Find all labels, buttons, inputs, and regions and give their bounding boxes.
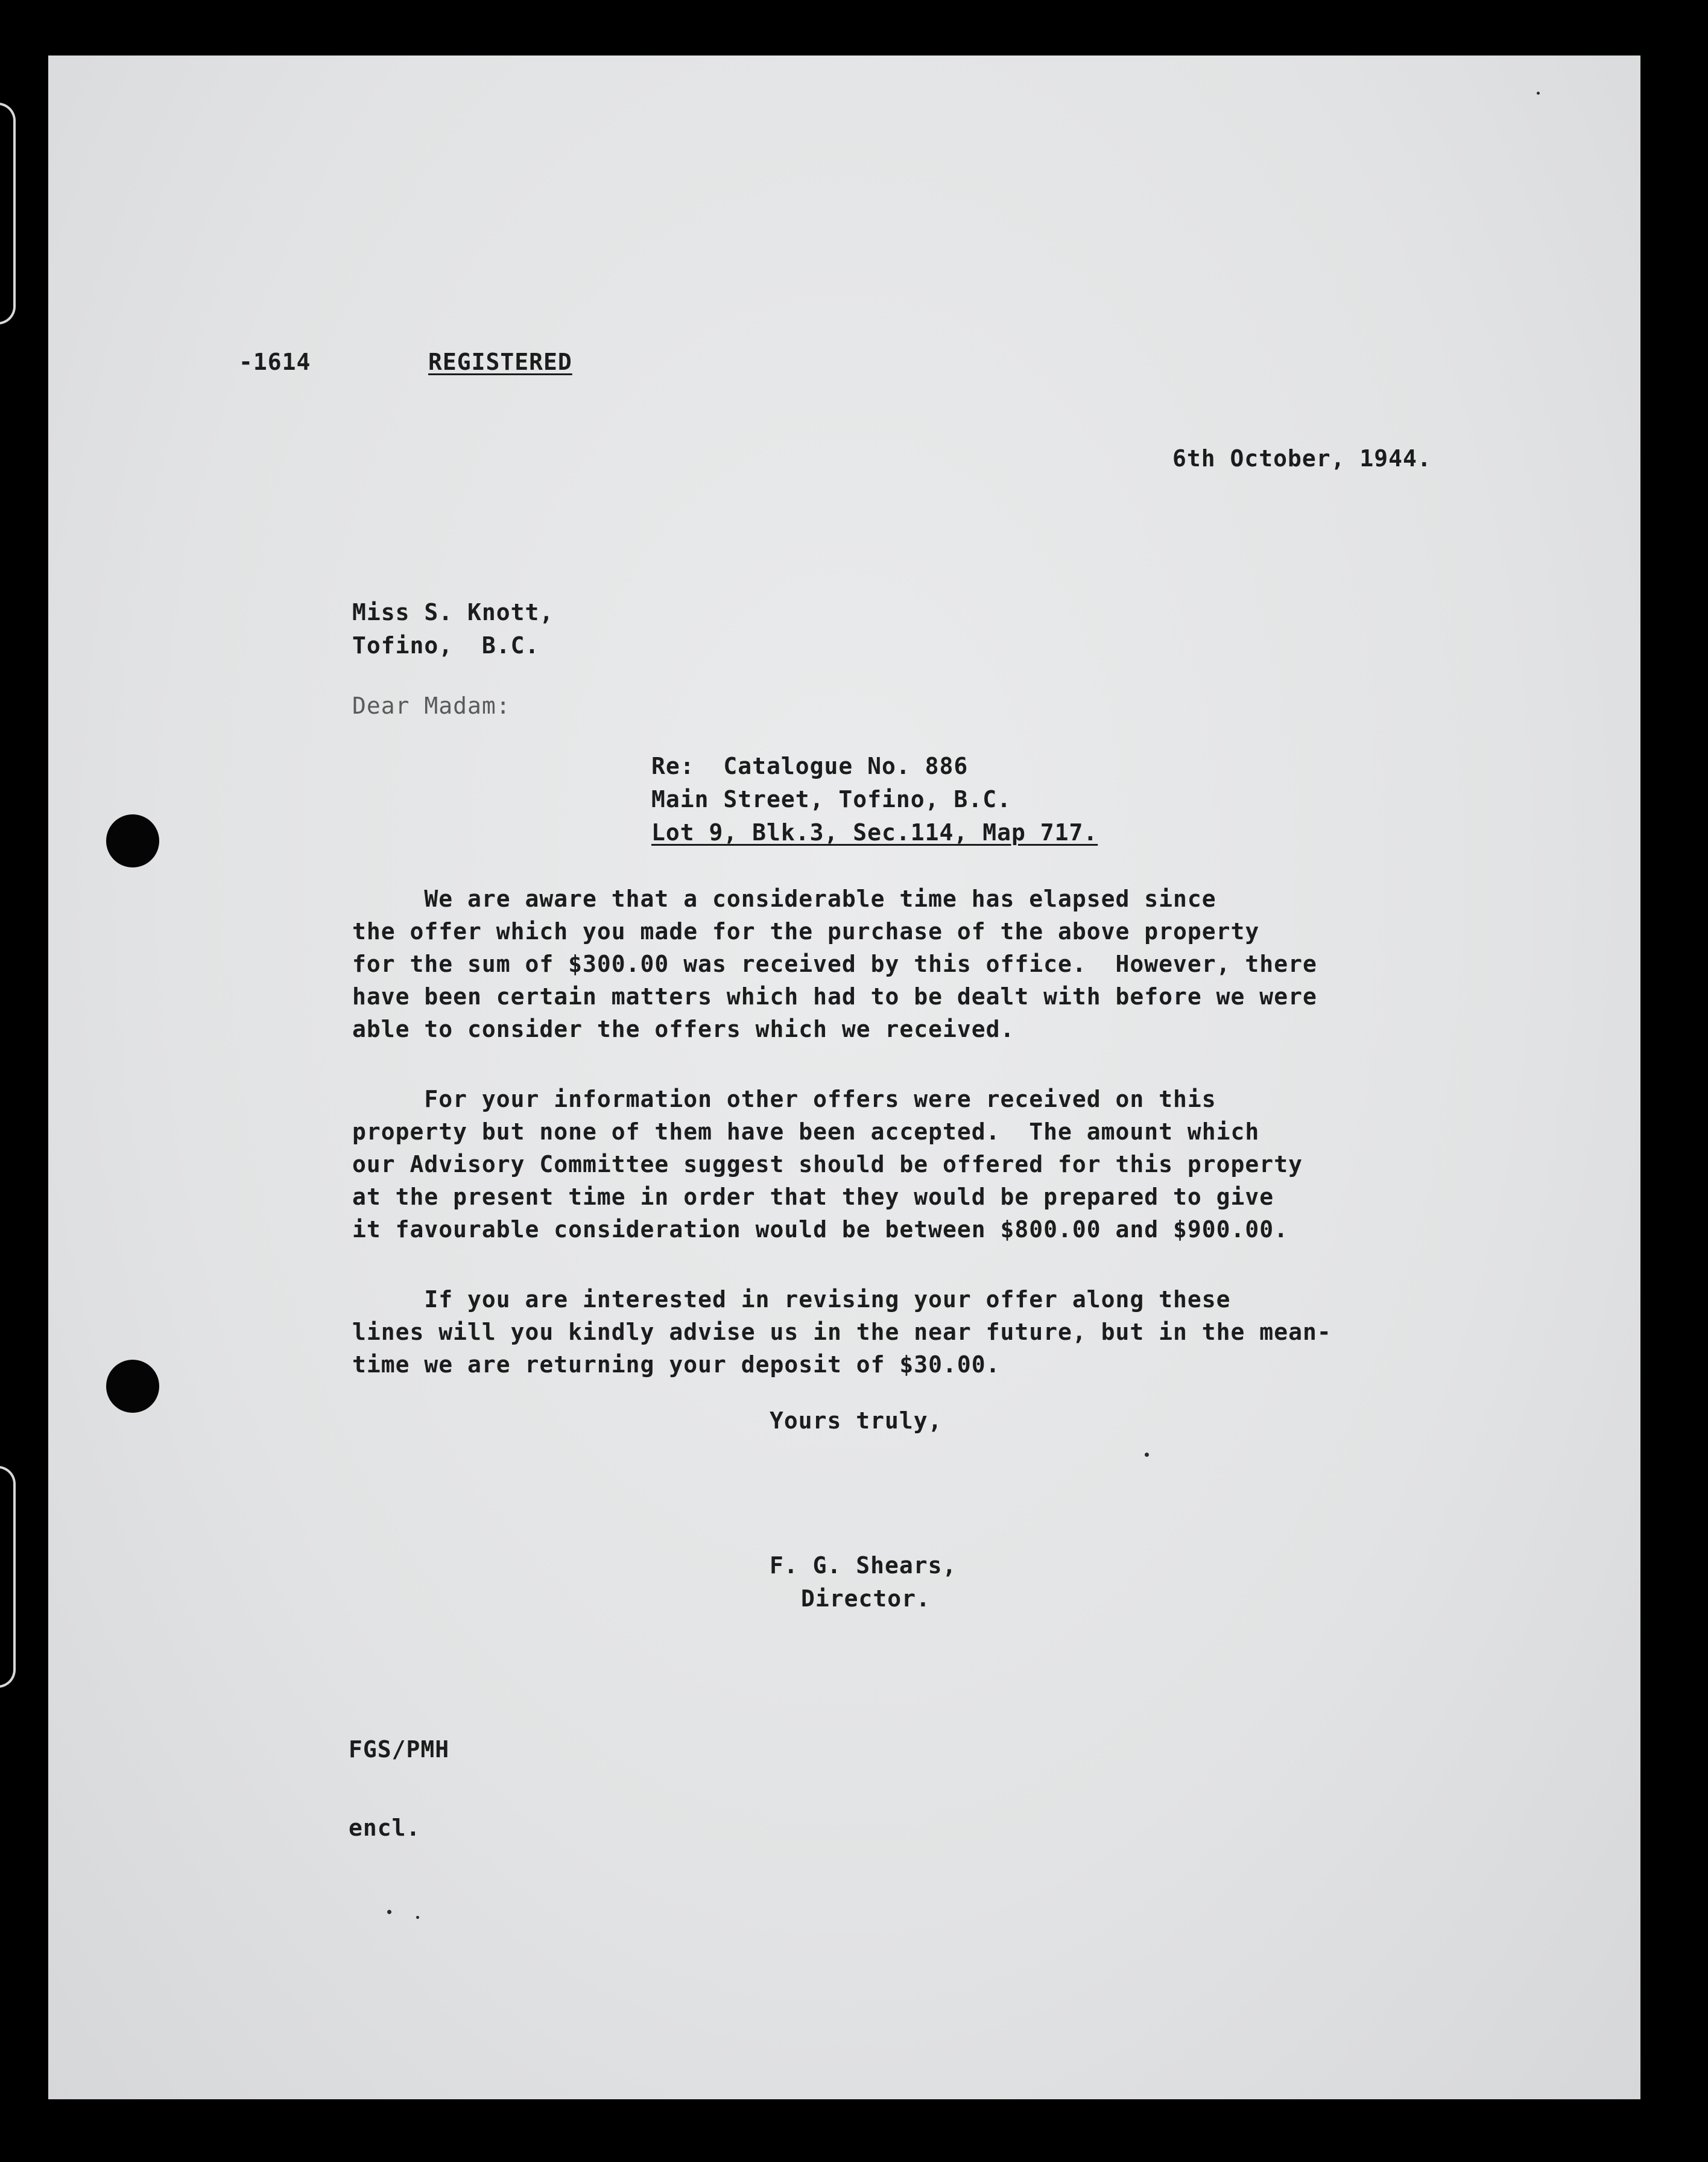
recipient-address: Tofino, B.C. (352, 632, 540, 659)
ink-speck (387, 1910, 391, 1914)
paragraph-2-line-4: at the present time in order that they would be prepared to give (352, 1184, 1274, 1210)
letter-page (48, 55, 1640, 2099)
paragraph-3-line-2: lines will you kindly advise us in the near future, but in the mean- (352, 1319, 1332, 1345)
complimentary-close: Yours truly, (770, 1407, 943, 1434)
paragraph-1-line-1: We are aware that a considerable time has elapsed since (352, 886, 1216, 912)
reference-street: Main Street, Tofino, B.C. (651, 786, 1011, 813)
paragraph-1-line-2: the offer which you made for the purchase of the above property (352, 918, 1260, 945)
signatory-title: Director. (801, 1585, 931, 1612)
binder-tab-top (0, 103, 16, 325)
binder-tab-bottom (0, 1466, 16, 1688)
file-number: -1614 (239, 349, 311, 375)
paragraph-2-line-3: our Advisory Committee suggest should be offered for this property (352, 1151, 1303, 1178)
punch-hole-upper (106, 814, 159, 867)
letter-date: 6th October, 1944. (1172, 445, 1432, 472)
recipient-name: Miss S. Knott, (352, 599, 554, 626)
paragraph-1-line-3: for the sum of $300.00 was received by this office. However, there (352, 951, 1317, 977)
typist-initials: FGS/PMH (349, 1736, 450, 1763)
salutation: Dear Madam: (352, 693, 511, 719)
signatory-name: F. G. Shears, (770, 1552, 957, 1579)
registered-label: REGISTERED (428, 349, 572, 375)
paragraph-2-line-1: For your information other offers were received on this (352, 1086, 1216, 1112)
punch-hole-lower (106, 1360, 159, 1413)
paragraph-3-line-3: time we are returning your deposit of $30.00. (352, 1351, 1001, 1378)
paragraph-1-line-5: able to consider the offers which we received. (352, 1016, 1015, 1042)
paragraph-1-line-4: have been certain matters which had to be dealt with before we were (352, 983, 1317, 1010)
paragraph-2-line-5: it favourable consideration would be between $800.00 and $900.00. (352, 1216, 1289, 1243)
ink-speck (416, 1916, 419, 1919)
paragraph-2-line-2: property but none of them have been accepted. The amount which (352, 1118, 1260, 1145)
paragraph-3-line-1: If you are interested in revising your offer along these (352, 1286, 1231, 1313)
ink-speck (1145, 1453, 1149, 1457)
reference-lot: Lot 9, Blk.3, Sec.114, Map 717. (651, 819, 1098, 846)
reference-catalogue: Re: Catalogue No. 886 (651, 753, 969, 779)
ink-speck (1537, 92, 1540, 95)
enclosure-note: encl. (349, 1815, 421, 1841)
